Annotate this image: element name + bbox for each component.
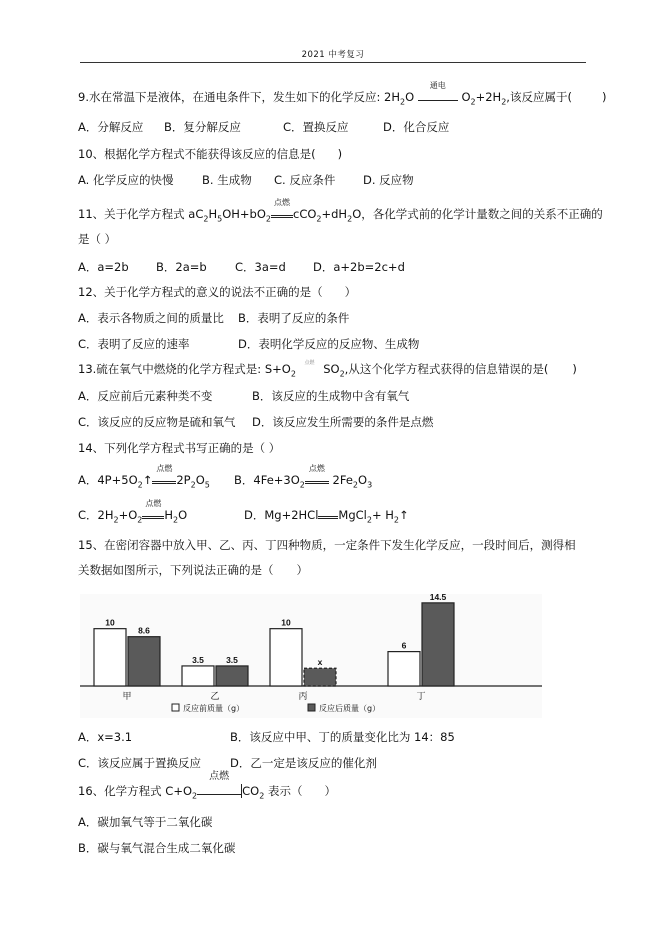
q15-option-a[interactable]: A．x=3.1 <box>78 730 133 744</box>
subscript: 2 <box>399 97 406 107</box>
q15-option-c[interactable]: C．该反应属于置换反应 <box>78 756 202 770</box>
reaction-condition: 通电 <box>429 81 446 90</box>
bar-value-label: 3.5 <box>192 654 204 665</box>
legend-swatch-0 <box>172 704 179 711</box>
bar-before-3 <box>388 652 420 686</box>
question-15-line2: 关数据如图所示，下列说法正确的是（ ） <box>78 563 308 577</box>
bar-before-2 <box>270 629 302 686</box>
reaction-condition: 点燃 <box>156 464 173 473</box>
category-label: 丁 <box>416 692 426 702</box>
subscript: 2 <box>173 515 179 525</box>
reaction-arrow <box>300 362 320 376</box>
q13-text: SO <box>323 362 340 376</box>
mass-bar-chart <box>80 594 542 718</box>
subscript: 2 <box>290 369 296 379</box>
q16-text: CO <box>242 784 260 798</box>
q11-line2: 是（ ） <box>78 232 117 246</box>
q11-option-a[interactable]: A．a=2b <box>78 260 129 274</box>
q14-b-text: O <box>358 473 368 487</box>
subscript: 2 <box>203 214 209 224</box>
q11-text: OH+bO <box>222 207 266 221</box>
q9-text: 9.水在常温下是液体，在通电条件下，发生如下的化学反应: 2H <box>78 90 400 104</box>
q14-b-text: B．4Fe+3O <box>234 473 300 487</box>
reaction-condition: 点燃 <box>145 499 162 508</box>
q14-c-text: C．2H <box>78 508 114 522</box>
q14-option-b[interactable] <box>234 464 373 492</box>
reaction-condition: 点燃 <box>274 198 290 207</box>
subscript: 2 <box>113 515 119 525</box>
q13-text: 13.硫在氧气中燃烧的化学方程式是: S+O <box>78 362 291 376</box>
q10-text: 10、根据化学方程式不能获得该反应的信息是( <box>78 147 316 161</box>
question-12 <box>78 285 356 299</box>
subscript: 2 <box>259 791 265 801</box>
subscript: 2 <box>192 791 198 801</box>
question-14: 14、下列化学方程式书写正确的是（ ） <box>78 441 281 455</box>
q14-d-text: + H <box>371 508 394 522</box>
q11-text: O，各化学式前的化学计量数之间的关系不正确的 <box>352 207 603 221</box>
q11-text: H <box>208 207 218 221</box>
q11-option-d[interactable]: D．a+2b=2c+d <box>313 260 405 274</box>
q10-option-c[interactable]: C. 反应条件 <box>274 173 336 187</box>
subscript: 2 <box>190 480 196 490</box>
bar-after-0 <box>128 637 160 686</box>
q14-a-text: ↑ <box>142 473 153 487</box>
subscript: 2 <box>470 97 476 107</box>
q13-option-d[interactable]: D．该反应发生所需要的条件是点燃 <box>252 415 434 429</box>
bar-value-label: 10 <box>281 617 291 628</box>
q13-option-c[interactable]: C．该反应的反应物是硫和氧气 <box>78 415 236 429</box>
q9-text: O <box>461 90 471 104</box>
q12-text: 12、关于化学方程式的意义的说法不正确的是（ <box>78 285 323 299</box>
subscript: 2 <box>299 480 305 490</box>
q12-option-a[interactable]: A．表示各物质之间的质量比 <box>78 311 224 325</box>
q11-text: +dH <box>321 207 348 221</box>
reaction-condition: 点燃 <box>209 771 230 782</box>
subscript: 5 <box>217 214 223 224</box>
q9-text: ) <box>601 90 607 104</box>
reaction-equals <box>318 508 338 522</box>
q16-option-b[interactable]: B．碳与氧气混合生成二氧化碳 <box>78 841 236 855</box>
bar-value-label: 3.5 <box>226 654 238 665</box>
legend-label-1: 反应后质量（g） <box>319 704 381 713</box>
q14-option-d[interactable] <box>244 508 409 527</box>
q10-option-a[interactable]: A. 化学反应的快慢 <box>78 173 174 187</box>
q13-option-a[interactable]: A．反应前后元素种类不变 <box>78 389 213 403</box>
bar-after-2 <box>304 668 336 686</box>
legend-swatch-1 <box>308 704 315 711</box>
q11-option-b[interactable]: B．2a=b <box>156 260 207 274</box>
q10-text: ) <box>337 147 343 161</box>
category-label: 乙 <box>210 692 220 702</box>
bar-value-label: x <box>317 657 323 668</box>
q12-option-b[interactable]: B．表明了反应的条件 <box>238 311 350 325</box>
bar-value-label: 6 <box>401 640 407 651</box>
q14-d-text: D．Mg+2HCl <box>244 508 319 522</box>
subscript: 3 <box>367 480 373 490</box>
subscript: 2 <box>393 515 399 525</box>
subscript: 5 <box>204 480 210 490</box>
q12-option-c[interactable]: C．表明了反应的速率 <box>78 337 190 351</box>
q16-text: 16、化学方程式 C+O <box>78 784 193 798</box>
q9-text: +2H <box>475 90 502 104</box>
subscript: 2 <box>137 515 143 525</box>
reaction-equals <box>152 464 176 487</box>
reaction-arrow <box>197 771 242 798</box>
bar-before-1 <box>182 666 214 686</box>
reaction-equals <box>305 464 329 487</box>
q15-option-b[interactable]: B．该反应中甲、丁的质量变化比为 14：85 <box>230 730 455 744</box>
bar-after-1 <box>216 666 248 686</box>
subscript: 2 <box>339 369 345 379</box>
q10-option-d[interactable]: D. 反应物 <box>363 173 414 187</box>
q14-d-text: ↑ <box>399 508 409 522</box>
reaction-arrow <box>418 81 458 104</box>
q13-option-b[interactable]: B．该反应的生成物中含有氧气 <box>252 389 410 403</box>
bar-value-label: 14.5 <box>429 594 447 602</box>
bar-value-label: 10 <box>105 617 115 628</box>
reaction-equals <box>142 499 164 522</box>
reaction-condition: 点燃 <box>308 464 325 473</box>
q9-text: O <box>405 90 415 104</box>
q14-a-text: O <box>195 473 205 487</box>
q14-d-text: MgCl <box>338 508 367 522</box>
q14-c-text: O <box>178 508 188 522</box>
question-11 <box>78 198 603 226</box>
bar-before-0 <box>94 629 126 686</box>
subscript: 2 <box>265 214 271 224</box>
bar-after-3 <box>422 603 454 686</box>
bar-value-label: 8.6 <box>138 625 150 636</box>
reaction-condition: 点燃 <box>304 360 315 366</box>
subscript: 2 <box>352 480 359 490</box>
subscript: 2 <box>501 97 507 107</box>
q16-option-a[interactable]: A．碳加氧气等于二氧化碳 <box>78 815 213 829</box>
q14-b-text: 2Fe <box>328 473 353 487</box>
q14-c-text: H <box>164 508 174 522</box>
q14-option-a[interactable] <box>78 464 210 492</box>
q12-option-d[interactable]: D．表明化学反应的反应物、生成物 <box>238 337 420 351</box>
legend-label-0: 反应前质量（g） <box>183 704 245 713</box>
q9-option-c[interactable]: C．置换反应 <box>283 120 349 134</box>
subscript: 2 <box>137 480 143 490</box>
subscript: 2 <box>316 214 322 224</box>
q14-option-c[interactable] <box>78 499 188 527</box>
question-15-line1: 15、在密闭容器中放入甲、乙、丙、丁四种物质，一定条件下发生化学反应，一段时间后，测得相 <box>78 538 576 552</box>
q9-option-a[interactable]: A．分解反应 <box>78 120 144 134</box>
q11-option-c[interactable]: C．3a=d <box>235 260 286 274</box>
question-10 <box>78 147 342 161</box>
q14-a-text: A．4P+5O <box>78 473 138 487</box>
question-9 <box>78 81 607 109</box>
category-label: 甲 <box>122 692 132 702</box>
q12-text: ） <box>344 285 357 299</box>
q9-option-d[interactable]: D．化合反应 <box>383 120 450 134</box>
category-label: 丙 <box>298 692 308 702</box>
chart-svg <box>80 594 542 718</box>
subscript: 2 <box>347 214 353 224</box>
q14-a-text: 2P <box>176 473 191 487</box>
q11-text: 11、关于化学方程式 aC <box>78 207 204 221</box>
q15-option-d[interactable]: D．乙一定是该反应的催化剂 <box>230 756 377 770</box>
q9-option-b[interactable]: B．复分解反应 <box>164 120 241 134</box>
q11-text: cCO <box>293 207 317 221</box>
subscript: 2 <box>366 515 372 525</box>
question-13 <box>78 362 577 381</box>
page-header: 2021 中考复习 <box>80 48 586 63</box>
q14-c-text: +O <box>118 508 138 522</box>
question-16 <box>78 771 336 803</box>
q13-text: ) <box>572 362 577 376</box>
reaction-equals <box>271 198 293 221</box>
q9-text: ,该反应属于( <box>506 90 572 104</box>
q16-text: 表示（ <box>264 784 303 798</box>
q13-text: ,从这个化学方程式获得的信息错误的是( <box>344 362 549 376</box>
q10-option-b[interactable]: B. 生成物 <box>202 173 252 187</box>
q16-text: ） <box>324 784 336 798</box>
